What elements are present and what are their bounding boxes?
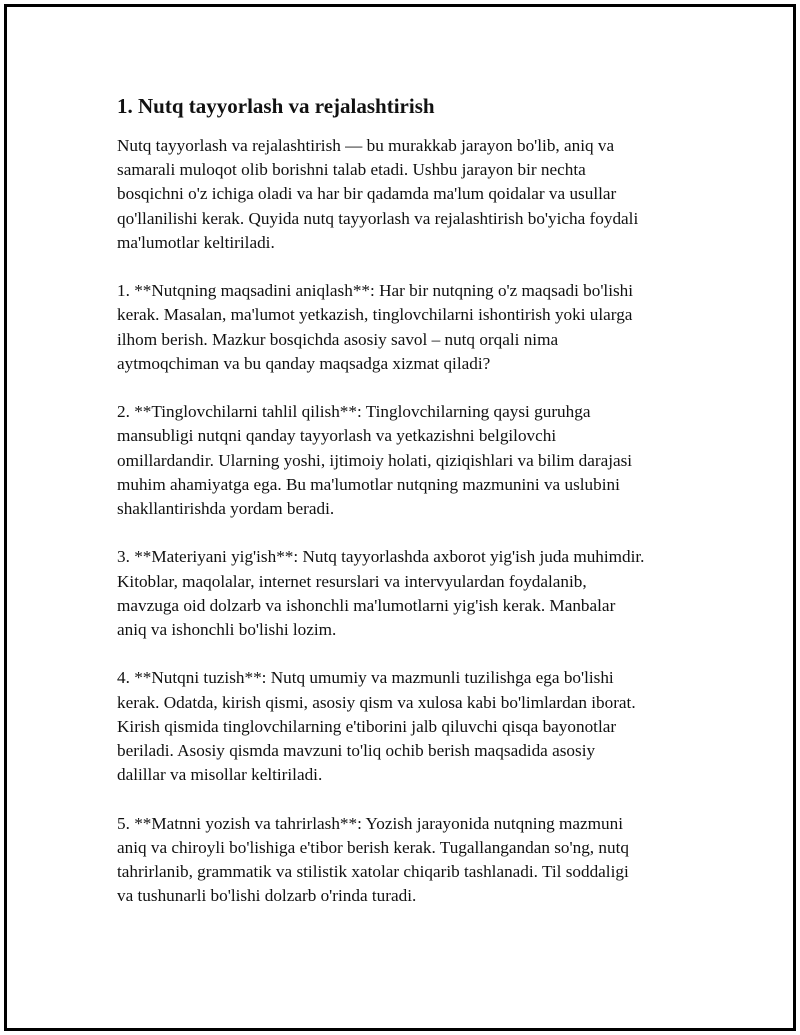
- paragraph-step-1: 1. **Nutqning maqsadini aniqlash**: Har bir nutqning o'z maqsadi bo'lishi kerak. Masalan, ma'lumot yetkazish, tinglovchilarni ishontirish yoki ularga ilhom berish. Mazkur bosqichda asosiy savol – nutq orqali nima aytmoqchiman va bu qanday maqsadga xizmat qiladi?: [117, 281, 634, 373]
- paragraph-step-4: 4. **Nutqni tuzish**: Nutq umumiy va mazmunli tuzilishga ega bo'lishi kerak. Odatda, kirish qismi, asosiy qism va xulosa kabi bo'limlardan iborat. Kirish qismida tinglovchilarning e'tiborini jalb qiluvchi qisqa bayonotlar beriladi. Asosiy qismda mavzuni to'liq ochib berish maqsadida asosiy dalillar va misollar keltiriladi.: [117, 668, 636, 785]
- paragraph-step-3: 3. **Materiyani yig'ish**: Nutq tayyorlashda axborot yig'ish juda muhimdir. Kitoblar, maqolalar, internet resurslari va intervyulardan foydalanib, mavzuga oid dolzarb va ishonchli ma'lumotlarni yig'ish kerak. Manbalar aniq va ishonchli bo'lishi lozim.: [117, 547, 645, 640]
- document-title: 1. Nutq tayyorlash va rejalashtirish: [117, 94, 435, 118]
- intro-paragraph: Nutq tayyorlash va rejalashtirish — bu murakkab jarayon bo'lib, aniq va samarali muloqot olib borishni talab etadi. Ushbu jarayon bir nechta bosqichni o'z ichiga oladi va har bir qadamda ma'lum qoidalar va usullar qo'llanilishi kerak. Quyida nutq tayyorlash va rejalashtirish bo'yicha foydali ma'lumotlar keltiriladi.: [117, 136, 639, 252]
- paragraph-step-2: 2. **Tinglovchilarni tahlil qilish**: Tinglovchilarning qaysi guruhga mansubligi nutqni qanday tayyorlash va yetkazishni belgilovchi omillardandir. Ularning yoshi, ijtimoiy holati, qiziqishlari va bilim darajasi muhim ahamiyatga ega. Bu ma'lumotlar nutqning mazmunini va uslubini shakllantirishda yordam beradi.: [117, 402, 633, 519]
- document-body: [117, 93, 697, 933]
- paragraph-step-5: 5. **Matnni yozish va tahrirlash**: Yozish jarayonida nutqning mazmuni aniq va chiroyli bo'lishiga e'tibor berish kerak. Tugallangandan so'ng, nutq tahrirlanib, grammatik va stilistik xatolar chiqarib tashlanadi. Til soddaligi va tushunarli bo'lishi dolzarb o'rinda turadi.: [117, 813, 629, 906]
